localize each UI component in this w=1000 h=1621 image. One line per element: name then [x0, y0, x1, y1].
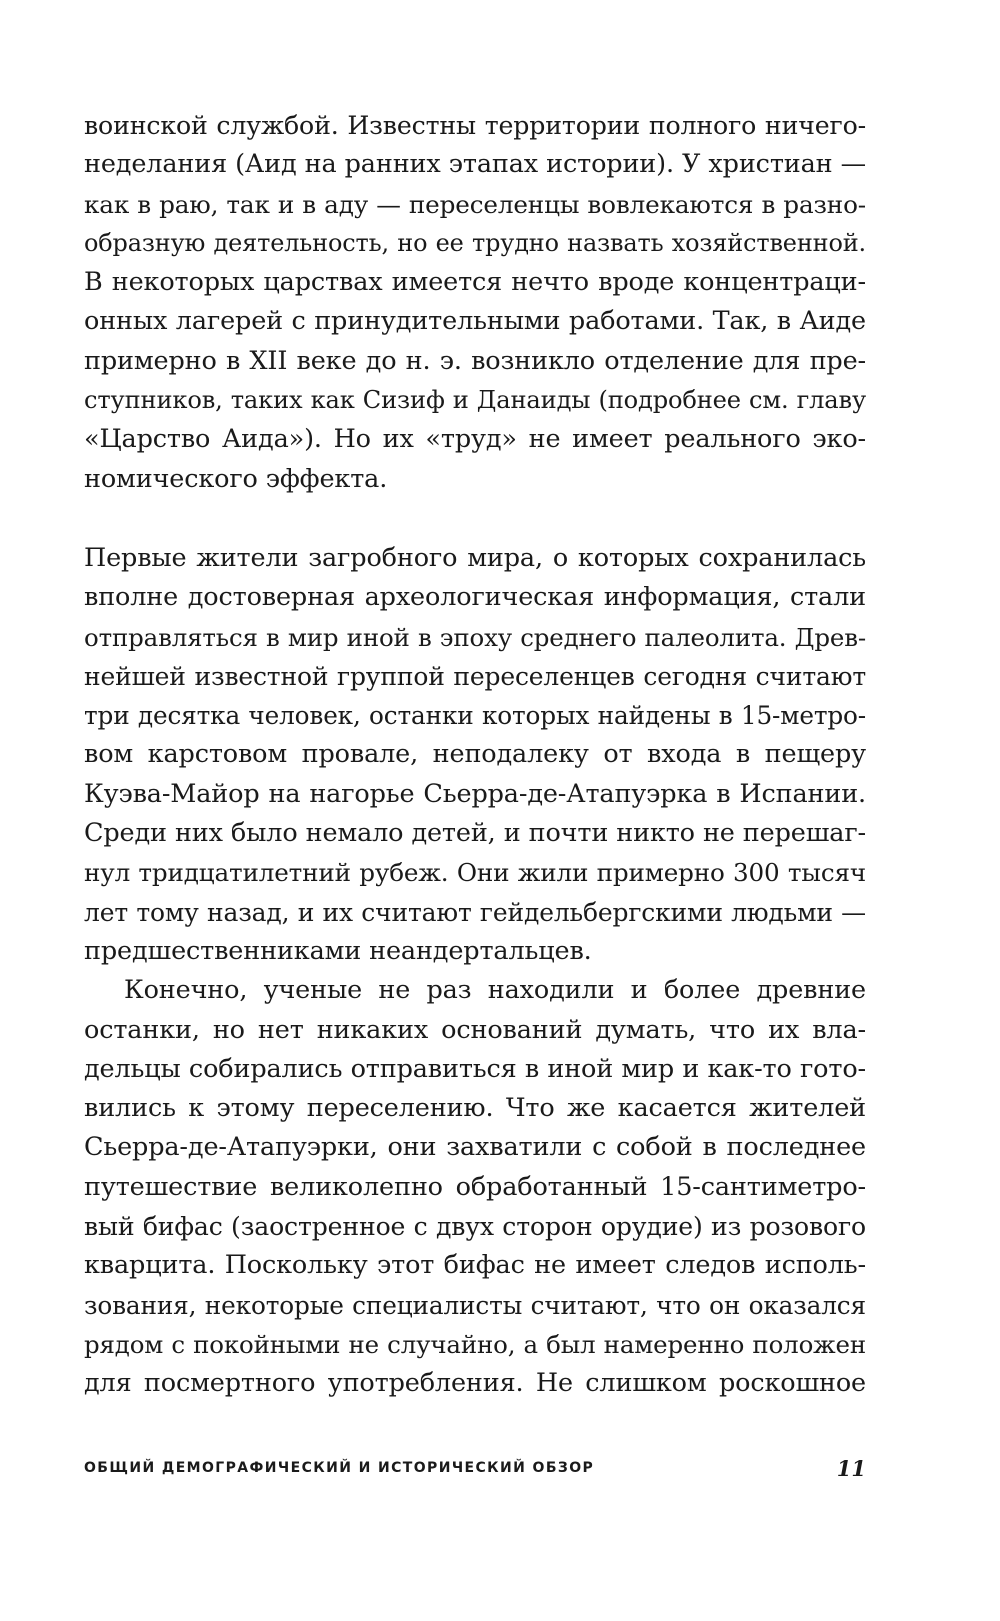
text-line: как в раю, так и в аду — переселенцы вовлекаются в разно-	[84, 189, 866, 219]
text-line: зования, некоторые специалисты считают, что он оказался	[84, 1290, 866, 1320]
running-head: ОБЩИЙ ДЕМОГРАФИЧЕСКИЙ И ИСТОРИЧЕСКИЙ ОБЗОР	[84, 1460, 595, 1476]
text-line: для посмертного употребления. Не слишком роскошное	[84, 1368, 866, 1399]
text-line: вый бифас (заостренное с двух сторон орудие) из розового	[84, 1212, 866, 1242]
text-line: онных лагерей с принудительными работами. Так, в Аиде	[84, 306, 866, 337]
paragraph-1	[84, 106, 866, 499]
paragraph-2	[84, 539, 866, 971]
text-line: лет тому назад, и их считают гейдельбергскими людьми —	[84, 897, 866, 927]
text-line: примерно в XII веке до н. э. возникло отделение для пре-	[84, 345, 866, 376]
text-line: отправляться в мир иной в эпоху среднего палеолита. Древ-	[84, 622, 866, 652]
text-line: В некоторых царствах имеется нечто вроде концентраци-	[84, 267, 866, 298]
text-line: три десятка человек, останки которых найдены в 15-метро-	[84, 701, 866, 731]
text-line: Среди них было немало детей, и почти никто не перешаг-	[84, 818, 866, 849]
text-line: останки, но нет никаких оснований думать, что их вла-	[84, 1014, 866, 1045]
text-line: вились к этому переселению. Что же касается жителей	[84, 1093, 866, 1124]
text-line: кварцита. Поскольку этот бифас не имеет следов исполь-	[84, 1250, 866, 1281]
text-line: вполне достоверная археологическая информация, стали	[84, 582, 866, 613]
text-line: вом карстовом провале, неподалеку от входа в пещеру	[84, 739, 866, 770]
text-line: неделания (Аид на ранних этапах истории). У христиан —	[84, 149, 866, 180]
text-line: воинской службой. Известны территории полного ничего-	[84, 111, 866, 140]
page-footer	[84, 1456, 866, 1486]
text-line: ступников, таких как Сизиф и Данаиды (подробнее см. главу	[84, 386, 866, 415]
page-body	[84, 106, 866, 1404]
text-line: Куэва-Майор на нагорье Сьерра-де-Атапуэрка в Испании.	[84, 778, 866, 809]
text-line: «Царство Аида»). Но их «труд» не имеет реального эко-	[84, 424, 866, 455]
section-break	[84, 499, 866, 539]
text-line: нул тридцатилетний рубеж. Они жили примерно 300 тысяч	[84, 858, 866, 888]
text-line: образную деятельность, но ее трудно назвать хозяйственной.	[84, 228, 866, 257]
text-line: дельцы собирались отправиться в иной мир и как-то гото-	[84, 1053, 866, 1084]
text-line: Первые жители загробного мира, о которых сохранилась	[84, 542, 866, 573]
text-line: предшественниками неандертальцев.	[84, 935, 592, 966]
text-line: рядом с покойными не случайно, а был намеренно положен	[84, 1329, 866, 1359]
text-line: путешествие великолепно обработанный 15-сантиметро-	[84, 1171, 866, 1202]
text-line: номического эффекта.	[84, 463, 388, 494]
paragraph-3	[84, 971, 866, 1403]
text-line: Конечно, ученые не раз находили и более древние	[124, 975, 866, 1006]
text-line: нейшей известной группой переселенцев сегодня считают	[84, 661, 866, 691]
page-number: 11	[836, 1456, 866, 1481]
text-line: Сьерра-де-Атапуэрки, они захватили с собой в последнее	[84, 1132, 866, 1163]
